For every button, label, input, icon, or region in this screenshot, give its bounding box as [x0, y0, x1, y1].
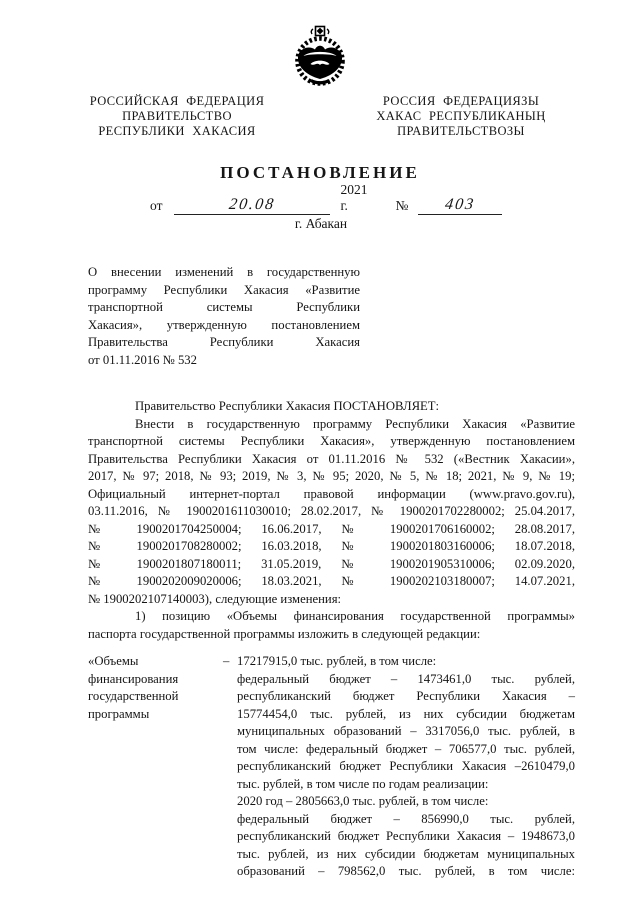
text-line: ПРАВИТЕЛЬСТВО — [122, 109, 232, 123]
text-line: Правительства Республики Хакасия от 01.11.2016 № 532 («Вестник Хакасии», — [88, 451, 575, 466]
header-issuer-khakas — [356, 94, 566, 139]
text-line: ХАКАС РЕСПУБЛИКАНЫҢ — [376, 109, 546, 123]
text-line: ПРАВИТЕЛЬСТВОЗЫ — [397, 124, 525, 138]
text-line: № 1900201704250004; 16.06.2017, № 1900201706160002; 28.08.2017, — [88, 521, 575, 536]
header-issuer-russian — [68, 94, 286, 139]
text-line: республиканский бюджет Республики Хакасия – 1948673,0 — [237, 829, 575, 843]
text-line: № 1900201807180011; 31.05.2019, № 1900201905310006; 02.09.2020, — [88, 556, 575, 571]
text-line: Хакасия», утвержденную постановлением — [88, 317, 360, 332]
text-line: государственной — [88, 689, 179, 703]
text-line: том числе: федеральный бюджет – 706577,0 тыс. рублей, — [237, 741, 575, 756]
text-line: Правительства Республики Хакасия — [88, 335, 360, 350]
text-line: Официальный интернет-портал правовой информации (www.pravo.gov.ru), — [88, 486, 575, 501]
text-line: РЕСПУБЛИКИ ХАКАСИЯ — [98, 124, 256, 138]
finance-volumes-block — [88, 653, 575, 881]
text-line: тыс. рублей, в том числе по годам реализации: — [237, 776, 489, 791]
city-line: г. Абакан — [294, 216, 348, 231]
text-line: 03.11.2016, № 1900201611030010; 28.02.2017, № 1900201702280002; 25.04.2017, — [88, 504, 575, 518]
text-line: паспорта государственной программы изложить в следующей редакции: — [88, 626, 481, 641]
document-title: ПОСТАНОВЛЕНИЕ — [220, 163, 420, 182]
text-line: Внести в государственную программу Республики Хакасия «Развитие — [135, 416, 575, 431]
text-line: федеральный бюджет – 856990,0 тыс. рублей, — [237, 811, 575, 826]
text-line: республиканский бюджет Республики Хакасия – — [237, 689, 575, 703]
text-line: образований – 798562,0 тыс. рублей, в том числе: — [237, 864, 575, 878]
text-line: РОССИЯ ФЕДЕРАЦИЯЗЫ — [382, 94, 540, 108]
text-line: от 01.11.2016 № 532 — [88, 352, 197, 367]
text-line: муниципальных образований – 3317056,0 тыс. рублей, в — [237, 724, 575, 738]
text-line: 2017, № 97; 2018, № 93; 2019, № 3, № 95; 2020, № 5, № 18; 2021, № 9, № 19; — [88, 469, 575, 483]
text-line: программы — [88, 706, 150, 721]
date-number-row — [150, 182, 502, 215]
number-blank-underline — [418, 196, 502, 215]
text-line: РОССИЙСКАЯ ФЕДЕРАЦИЯ — [89, 94, 265, 108]
text-line: «Объемы — [88, 654, 139, 668]
text-line: 1) позицию «Объемы финансирования государственной программы» — [135, 609, 575, 623]
subject-paragraph — [88, 264, 360, 370]
text-line: 15774454,0 тыс. рублей, из них субсидии бюджетам — [237, 706, 575, 721]
from-label: от — [150, 198, 163, 213]
coat-of-arms-khakassia-icon — [0, 25, 640, 87]
text-line: № 1900202009020006; 18.03.2021, № 1900202103180007; 14.07.2021, — [88, 574, 575, 588]
handwritten-date: 20.08 — [228, 196, 277, 213]
text-line: тыс. рублей, из них субсидии бюджетам муниципальных — [237, 846, 575, 861]
text-line: 2020 год – 2805663,0 тыс. рублей, в том числе: — [237, 794, 489, 808]
finance-value-column — [237, 653, 575, 881]
text-line: № 1900201708280002; 16.03.2018, № 1900201803160006; 18.07.2018, — [88, 539, 575, 553]
text-line: О внесении изменений в государственную — [88, 265, 360, 279]
text-line: транспортной системы Республики Хакасия», утвержденную постановлением — [88, 434, 575, 448]
number-sign: № — [395, 198, 409, 213]
text-line: федеральный бюджет – 1473461,0 тыс. рублей, — [237, 671, 575, 686]
text-line: транспортной системы Республики — [88, 300, 360, 315]
text-line: № 1900202107140003), следующие изменения: — [88, 591, 342, 606]
text-line: 17217915,0 тыс. рублей, в том числе: — [237, 654, 437, 668]
resolution-intro-line: Правительство Республики Хакасия ПОСТАНОВЛЯЕТ: — [135, 399, 440, 413]
resolution-body-paragraph — [88, 416, 575, 644]
date-blank-underline — [174, 196, 330, 215]
text-line: финансирования — [88, 671, 179, 686]
year-label: 2021 г. — [340, 182, 368, 213]
body-text — [88, 398, 575, 643]
text-line: программу Республики Хакасия «Развитие — [88, 282, 360, 297]
finance-dash: – — [223, 654, 230, 668]
handwritten-number: 403 — [444, 196, 477, 213]
finance-label-column — [88, 653, 223, 881]
text-line: республиканский бюджет Республики Хакасия –2610479,0 — [237, 759, 575, 773]
